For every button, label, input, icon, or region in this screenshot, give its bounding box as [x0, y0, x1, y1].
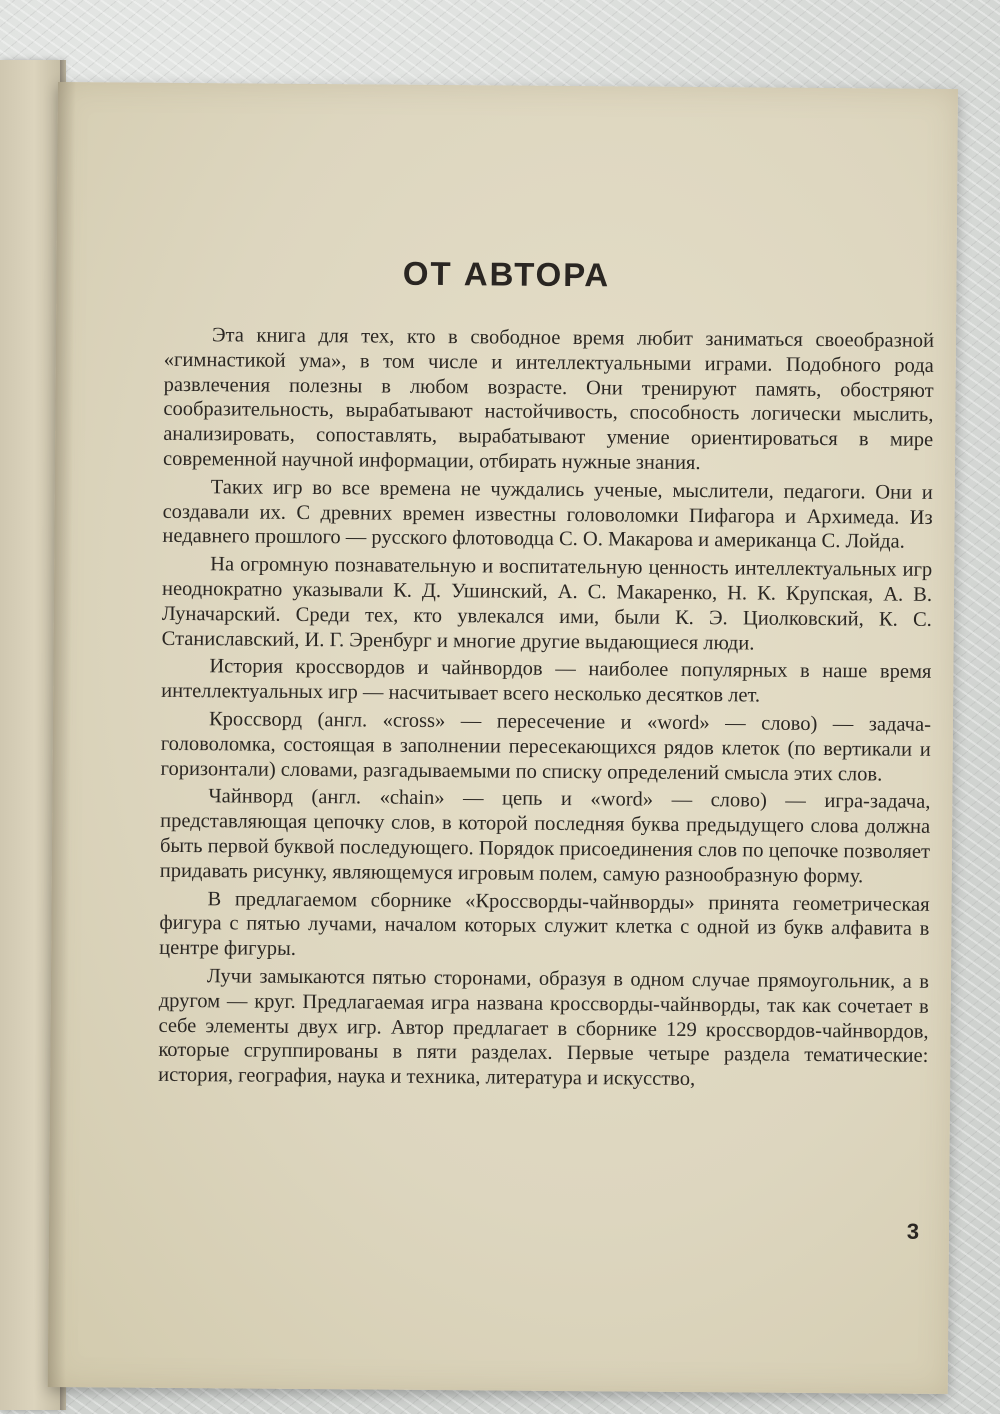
- body-text: [158, 323, 934, 1097]
- paragraph-1: Эта книга для тех, кто в свободное время любит заниматься своеобразной «гимнастикой ума», в том числе и интеллектуальными играми. Подобного рода развлечения полезны в любом возрасте. Они тренируют память, обостряют сообразительность, вырабатывают настойчивость, способность логически мыслить, анализировать, сопоставлять, вырабатывают умение ориентироваться в мире современной научной информации, отбирать нужные знания.: [162, 324, 935, 475]
- paragraph-6: Чайнворд (англ. «chain» — цепь и «word» — слово) — игра-задача, представляющая цепочку слов, в которой последняя буква предыдущего слова должна быть первой буквой последующего. Порядок присоединения слов по цепочке позволяет придавать рисунку, являющемуся игровым полем, самую разнообразную форму.: [159, 785, 931, 888]
- paragraph-3: На огромную познавательную и воспитательную ценность интеллектуальных игр неоднократно указывали К. Д. Ушинский, А. С. Макаренко, Н. К. Крупская, А. В. Луначарский. Среди тех, кто увлекался ими, были К. Э. Циолковский, К. С. Станиславский, И. Г. Эренбург и многие другие выдающиеся люди.: [161, 553, 933, 655]
- page-title: ОТ АВТОРА: [402, 254, 611, 294]
- paragraph-2: Таких игр во все времена не чуждались ученые, мыслители, педагоги. Они и создавали их. С древних времен известны головоломки Пифагора и Архимеда. Из недавнего прошлого — русского флотоводца С. О. Макарова и американца С. Лойда.: [162, 475, 933, 554]
- page-number: 3: [906, 1218, 920, 1244]
- paragraph-5: Кроссворд (англ. «cross» — пересечение и «word» — слово) — задача-головоломка, состоящая в заполнении пересекающихся рядов клеток (по вертикали и горизонтали) словами, разгадываемыми по списку определений смысла этих слов.: [160, 708, 932, 786]
- paragraph-4: История кроссвордов и чайнвордов — наиболее популярных в наше время интеллектуальных игр — насчитывает всего несколько десятков лет.: [161, 655, 932, 707]
- book-page: [48, 82, 958, 1394]
- paragraph-8: Лучи замыкаются пятью сторонами, образуя в одном случае прямоугольник, а в другом — круг. Предлагаемая игра названа кроссворды-чайнворды, так как сочетает в себе элементы двух игр. Автор предлагает в сборнике 129 кроссвордов-чайнвордов, которые сгруппированы в пяти разделах. Первые четыре раздела тематические: история, география, наука и техника, литература и искусство,: [158, 965, 930, 1091]
- paragraph-7: В предлагаемом сборнике «Кроссворды-чайнворды» принята геометрическая фигура с пятью лучами, началом которых служит клетка с одной из букв алфавита в центре фигуры.: [159, 887, 930, 961]
